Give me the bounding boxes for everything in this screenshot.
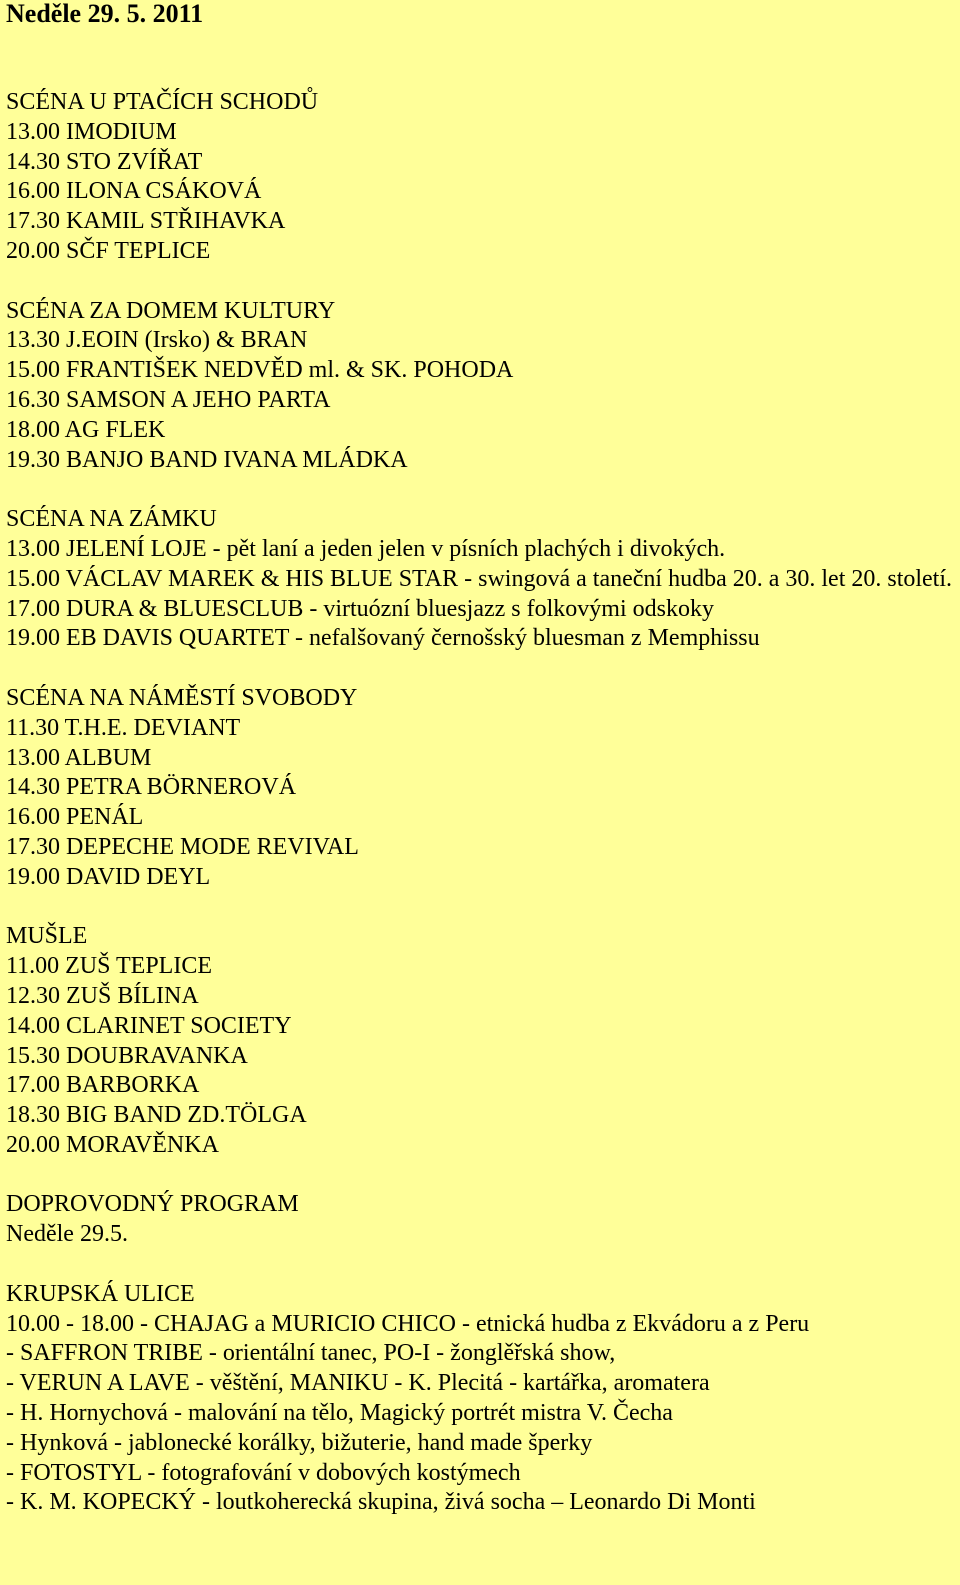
program-item: 17.00 BARBORKA: [6, 1072, 200, 1099]
program-item: 19.00 DAVID DEYL: [6, 863, 211, 890]
program-item: 11.00 ZUŠ TEPLICE: [6, 953, 213, 980]
program-item: 13.00 JELENÍ LOJE - pět laní a jeden jelen v písních plachých i divokých.: [6, 535, 726, 562]
section-heading: DOPROVODNÝ PROGRAM: [6, 1191, 299, 1218]
program-item: 20.00 MORAVĚNKA: [6, 1131, 219, 1158]
program-item: - VERUN A LAVE - věštění, MANIKU - K. Plecitá - kartářka, aromatera: [6, 1370, 710, 1397]
program-item: 16.00 PENÁL: [6, 804, 144, 831]
program-item: 10.00 - 18.00 - CHAJAG a MURICIO CHICO - etnická hudba z Ekvádoru a z Peru: [6, 1310, 810, 1337]
program-item: 13.30 J.EOIN (Irsko) & BRAN: [6, 327, 308, 354]
program-item: 13.00 ALBUM: [6, 744, 152, 771]
program-item: - K. M. KOPECKÝ - loutkoherecká skupina, živá socha – Leonardo Di Monti: [6, 1489, 756, 1516]
program-item: Neděle 29.5.: [6, 1221, 128, 1248]
program-listing: [6, 88, 958, 1518]
section-heading: MUŠLE: [6, 923, 88, 950]
section-heading: SCÉNA NA NÁMĚSTÍ SVOBODY: [6, 684, 358, 711]
program-item: 16.00 ILONA CSÁKOVÁ: [6, 178, 262, 205]
section-scena-za-domem-kultury: [6, 297, 958, 476]
program-item: 14.00 CLARINET SOCIETY: [6, 1012, 292, 1039]
program-item: 14.30 PETRA BÖRNEROVÁ: [6, 774, 297, 801]
program-item: - Hynková - jablonecké korálky, bižuterie, hand made šperky: [6, 1429, 593, 1456]
program-item: 19.00 EB DAVIS QUARTET - nefalšovaný černošský bluesman z Memphissu: [6, 625, 760, 652]
page-title: Neděle 29. 5. 2011: [6, 0, 204, 28]
program-item: - SAFFRON TRIBE - orientální tanec, PO-I - žonglěřská show,: [6, 1340, 616, 1367]
section-heading: SCÉNA ZA DOMEM KULTURY: [6, 297, 336, 324]
section-heading: KRUPSKÁ ULICE: [6, 1280, 195, 1307]
program-item: 12.30 ZUŠ BÍLINA: [6, 982, 199, 1009]
program-item: 14.30 STO ZVÍŘAT: [6, 148, 203, 175]
program-item: 18.00 AG FLEK: [6, 416, 166, 443]
program-item: 13.00 IMODIUM: [6, 118, 177, 145]
section-musle: [6, 922, 958, 1160]
program-item: 19.30 BANJO BAND IVANA MLÁDKA: [6, 446, 408, 473]
section-scena-u-ptacich-schodu: [6, 88, 958, 267]
program-item: 16.30 SAMSON A JEHO PARTA: [6, 386, 331, 413]
section-heading: SCÉNA NA ZÁMKU: [6, 506, 217, 533]
program-item: - FOTOSTYL - fotografování v dobových kostýmech: [6, 1459, 521, 1486]
program-item: 17.00 DURA & BLUESCLUB - virtuózní bluesjazz s folkovými odskoky: [6, 595, 714, 622]
section-doprovodny-program: [6, 1190, 958, 1250]
program-item: 11.30 T.H.E. DEVIANT: [6, 714, 241, 741]
program-item: 15.00 FRANTIŠEK NEDVĚD ml. & SK. POHODA: [6, 357, 514, 384]
program-item: 20.00 SČF TEPLICE: [6, 237, 211, 264]
program-item: 15.30 DOUBRAVANKA: [6, 1042, 248, 1069]
program-item: 17.30 DEPECHE MODE REVIVAL: [6, 833, 359, 860]
section-scena-na-zamku: [6, 505, 958, 654]
section-scena-na-namesti-svobody: [6, 684, 958, 893]
program-item: 17.30 KAMIL STŘIHAVKA: [6, 208, 286, 235]
section-krupska-ulice: [6, 1280, 958, 1518]
program-item: 15.00 VÁCLAV MAREK & HIS BLUE STAR - swingová a taneční hudba 20. a 30. let 20. století.: [6, 565, 953, 592]
program-item: 18.30 BIG BAND ZD.TÖLGA: [6, 1102, 307, 1129]
section-heading: SCÉNA U PTAČÍCH SCHODŮ: [6, 89, 319, 115]
program-item: - H. Hornychová - malování na tělo, Magický portrét mistra V. Čecha: [6, 1400, 673, 1427]
